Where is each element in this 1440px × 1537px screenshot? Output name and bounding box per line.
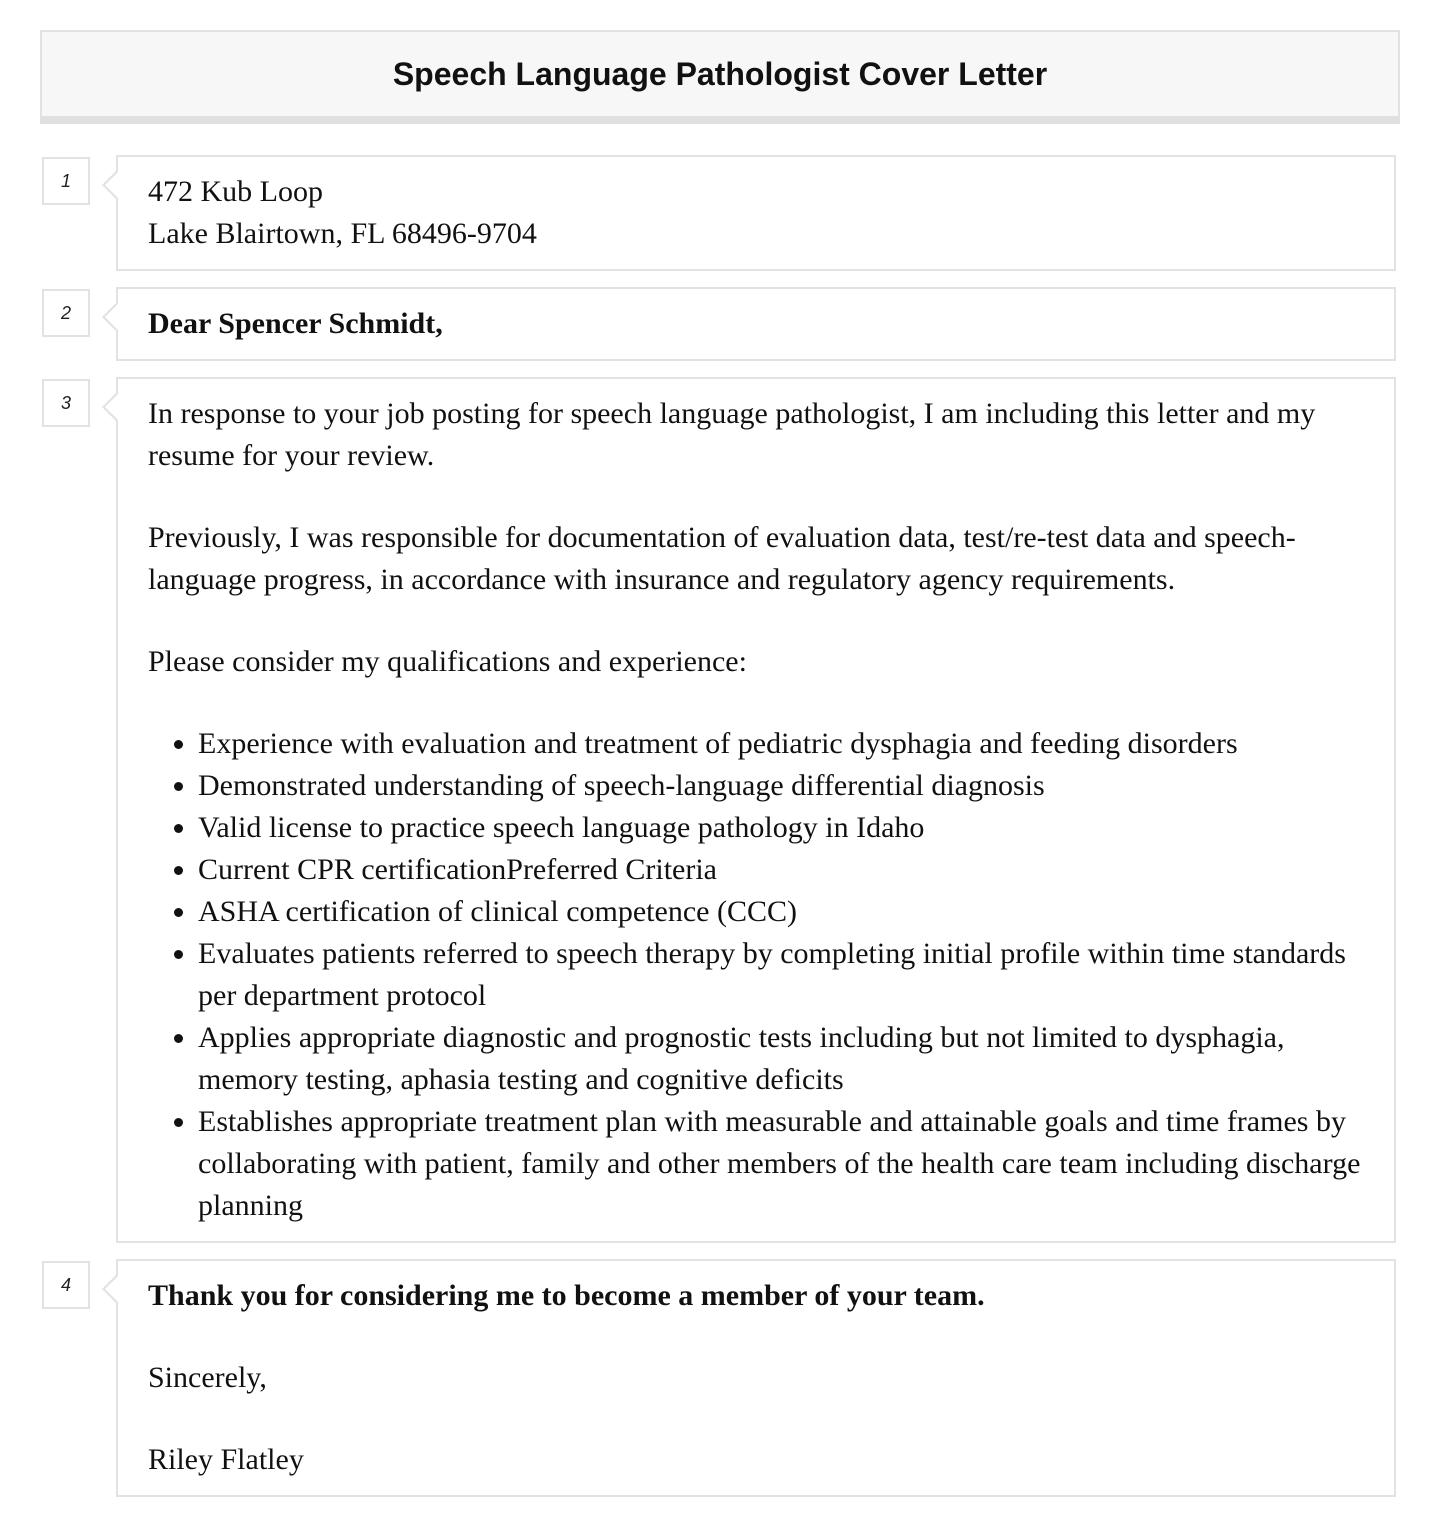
page-header	[40, 30, 1400, 124]
list-item: • Valid license to practice speech language pathology in Idaho	[198, 807, 1364, 849]
intro-paragraph: In response to your job posting for speech language pathologist, I am including this letter and my resume for your review.	[148, 397, 1316, 472]
list-item: • Experience with evaluation and treatment of pediatric dysphagia and feeding disorders	[198, 723, 1364, 765]
address-line-1: 472 Kub Loop	[148, 175, 323, 208]
sign-off: Sincerely,	[148, 1361, 267, 1394]
qualifications-list	[148, 723, 1364, 1227]
closing-line: Thank you for considering me to become a member of your team.	[148, 1279, 985, 1312]
section-number-1: 1	[42, 157, 90, 205]
list-item: • Establishes appropriate treatment plan with measurable and attainable goals and time frames by collaborating with patient, family and other members of the health care team including discharge planning	[198, 1101, 1364, 1227]
closing-section	[116, 1259, 1396, 1497]
section-number-4: 4	[42, 1261, 90, 1309]
list-item: • Applies appropriate diagnostic and prognostic tests including but not limited to dysphagia, memory testing, aphasia testing and cognitive deficits	[198, 1017, 1364, 1101]
greeting-section	[116, 287, 1396, 361]
body-section	[116, 377, 1396, 1243]
greeting: Dear Spencer Schmidt,	[148, 307, 443, 340]
experience-paragraph: Previously, I was responsible for documentation of evaluation data, test/re-test data and speech-language progress, in accordance with insurance and regulatory agency requirements.	[148, 521, 1296, 596]
qualifications-intro: Please consider my qualifications and experience:	[148, 645, 747, 678]
list-item: • ASHA certification of clinical competence (CCC)	[198, 891, 1364, 933]
section-number-3: 3	[42, 379, 90, 427]
page-title: Speech Language Pathologist Cover Letter	[392, 55, 1048, 92]
section-number-2: 2	[42, 289, 90, 337]
address-section	[116, 155, 1396, 271]
list-item: • Evaluates patients referred to speech therapy by completing initial profile within time standards per department protocol	[198, 933, 1364, 1017]
signature-name: Riley Flatley	[148, 1443, 304, 1476]
list-item: • Demonstrated understanding of speech-language differential diagnosis	[198, 765, 1364, 807]
address-line-2: Lake Blairtown, FL 68496-9704	[148, 217, 537, 250]
list-item: • Current CPR certificationPreferred Criteria	[198, 849, 1364, 891]
